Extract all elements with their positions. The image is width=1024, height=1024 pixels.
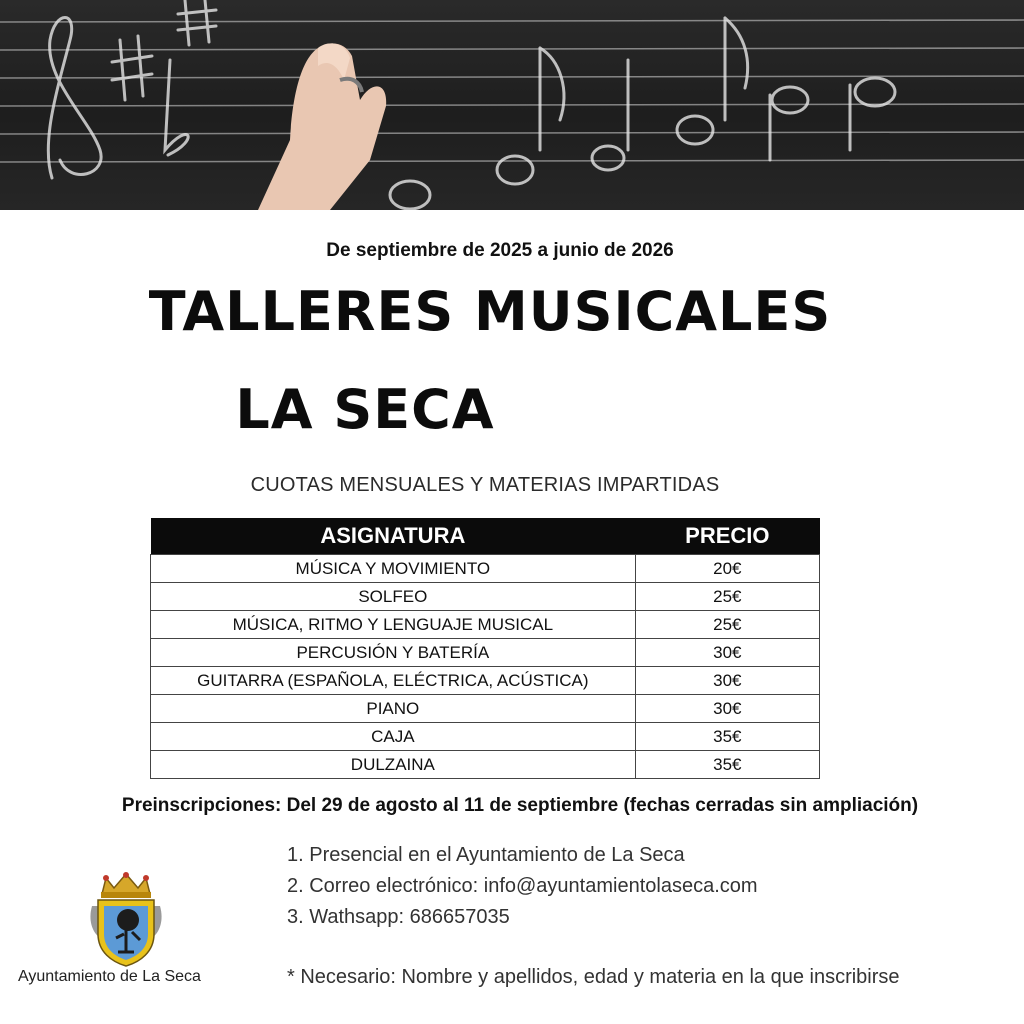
subject-name: DULZAINA (151, 751, 636, 779)
chalkboard-music-illustration (0, 0, 1024, 210)
subject-price: 30€ (635, 695, 819, 723)
table-row (151, 611, 820, 639)
subject-price: 35€ (635, 751, 819, 779)
table-row (151, 555, 820, 583)
registration-methods (287, 840, 758, 933)
subject-price: 35€ (635, 723, 819, 751)
subject-name: MÚSICA Y MOVIMIENTO (151, 555, 636, 583)
subject-price: 30€ (635, 639, 819, 667)
required-note: * Necesario: Nombre y apellidos, edad y materia en la que inscribirse (287, 966, 900, 988)
subject-name: PERCUSIÓN Y BATERÍA (151, 639, 636, 667)
table-row (151, 695, 820, 723)
table-row (151, 723, 820, 751)
table-row (151, 751, 820, 779)
header-asignatura: ASIGNATURA (151, 518, 636, 555)
header-precio: PRECIO (635, 518, 819, 555)
course-dates: De septiembre de 2025 a junio de 2026 (326, 240, 674, 261)
method-in-person: 1. Presencial en el Ayuntamiento de La Seca (287, 844, 685, 866)
price-table (150, 518, 820, 779)
chalkboard-banner (0, 0, 1024, 210)
registration-period: Preinscripciones: Del 29 de agosto al 11 de septiembre (fechas cerradas sin ampliación) (121, 795, 919, 816)
subject-price: 25€ (635, 583, 819, 611)
method-email: 2. Correo electrónico: info@ayuntamientolaseca.com (287, 875, 758, 897)
subject-name: SOLFEO (151, 583, 636, 611)
table-caption: CUOTAS MENSUALES Y MATERIAS IMPARTIDAS (250, 474, 720, 496)
subject-price: 25€ (635, 611, 819, 639)
table-row (151, 583, 820, 611)
crest-caption: Ayuntamiento de La Seca (18, 968, 201, 985)
subject-name: GUITARRA (ESPAÑOLA, ELÉCTRICA, ACÚSTICA) (151, 667, 636, 695)
page-title-location: LA SECA (235, 378, 495, 441)
table-row (151, 639, 820, 667)
subject-price: 20€ (635, 555, 819, 583)
subject-name: CAJA (151, 723, 636, 751)
coat-of-arms-icon (88, 872, 164, 968)
subject-price: 30€ (635, 667, 819, 695)
table-row (151, 667, 820, 695)
subject-name: PIANO (151, 695, 636, 723)
table-header-row (151, 518, 820, 555)
method-whatsapp: 3. Wathsapp: 686657035 (287, 906, 510, 928)
subject-name: MÚSICA, RITMO Y LENGUAJE MUSICAL (151, 611, 636, 639)
page-title: TALLERES MUSICALES (148, 280, 832, 343)
